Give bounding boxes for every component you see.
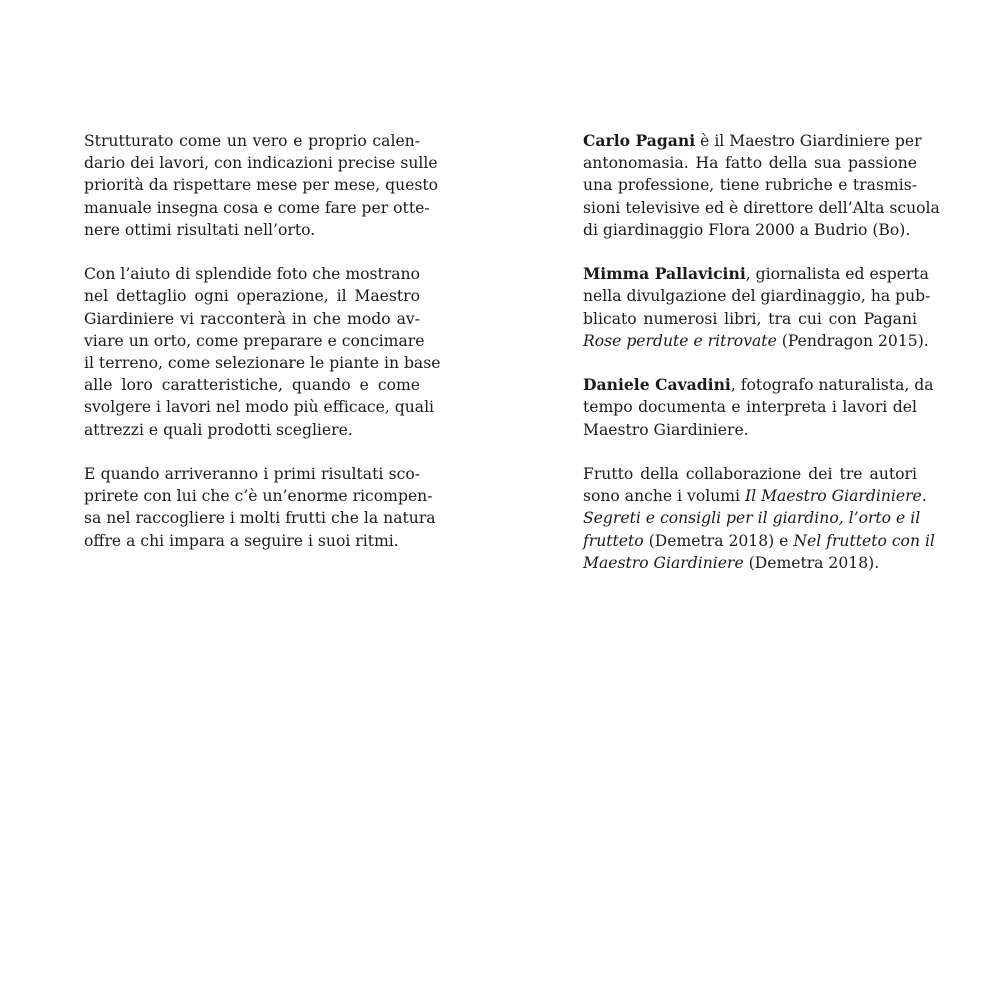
text-line: tempo documenta e interpreta i lavori del (583, 398, 917, 417)
book-title: Nel frutteto con il (793, 531, 935, 550)
paragraph-collaboration (583, 463, 935, 574)
paragraph-gap (84, 241, 420, 263)
text-line: Giardiniere vi racconterà in che modo av- (84, 309, 420, 328)
text-line: il terreno, come selezionare le piante in base (84, 354, 441, 373)
text-line (583, 330, 929, 352)
text-line: nella divulgazione del giardinaggio, ha pub- (583, 287, 931, 306)
text-line: nel dettaglio ogni operazione, il Maestro (84, 287, 420, 306)
author-bio-carlo-pagani (583, 130, 940, 241)
right-column (583, 130, 940, 574)
book-title: Segreti e consigli per il giardino, l’orto e il (583, 509, 921, 528)
text-fragment: (Demetra 2018) e (643, 531, 794, 550)
text-line: sa nel raccogliere i molti frutti che la natura (84, 509, 436, 528)
text-line (583, 530, 935, 552)
author-bio-daniele-cavadini (583, 374, 934, 441)
text-fragment: , fotografo naturalista, da (730, 376, 934, 395)
book-title: Il Maestro Giardiniere. (744, 487, 927, 506)
left-column (84, 130, 441, 552)
text-line: blicato numerosi libri, tra cui con Pagani (583, 309, 917, 328)
text-line (583, 485, 927, 507)
paragraph-results (84, 463, 436, 552)
text-fragment: (Demetra 2018). (743, 553, 880, 572)
text-line: una professione, tiene rubriche e trasmis- (583, 176, 917, 195)
text-line: svolgere i lavori nel modo più efficace, quali (84, 398, 435, 417)
paragraph-gap (583, 241, 917, 263)
text-line: manuale insegna cosa e come fare per otte- (84, 198, 430, 217)
text-line: alle loro caratteristiche, quando e come (84, 376, 420, 395)
text-line (583, 552, 917, 574)
text-line (583, 263, 929, 285)
text-line: dario dei lavori, con indicazioni precise sulle (84, 154, 438, 173)
author-name: Mimma Pallavicini (583, 264, 746, 284)
paragraph-photos (84, 263, 441, 441)
text-line: priorità da rispettare mese per mese, questo (84, 176, 439, 195)
paragraph-intro (84, 130, 439, 241)
text-line: nere ottimi risultati nell’orto. (84, 220, 316, 239)
text-line: Con l’aiuto di splendide foto che mostrano (84, 265, 420, 284)
paragraph-gap (583, 441, 917, 463)
text-fragment: , giornalista ed esperta (745, 265, 929, 284)
text-line: Strutturato come un vero e proprio calen- (84, 132, 420, 150)
text-fragment: sono anche i volumi (583, 487, 745, 506)
author-name: Daniele Cavadini (583, 375, 731, 395)
text-line: di giardinaggio Flora 2000 a Budrio (Bo). (583, 220, 911, 239)
text-fragment: (Pendragon 2015). (776, 331, 929, 350)
book-title: Rose perdute e ritrovate (583, 331, 777, 350)
text-line: prirete con lui che c’è un’enorme ricompen- (84, 487, 433, 506)
text-fragment: è il Maestro Giardiniere per (695, 132, 922, 150)
text-line: sioni televisive ed è direttore dell’Alta scuola (583, 198, 940, 217)
text-line (583, 374, 934, 396)
text-line: E quando arriveranno i primi risultati sco- (84, 465, 420, 484)
author-name: Carlo Pagani (583, 131, 696, 150)
book-title: frutteto (583, 531, 644, 550)
text-line: Frutto della collaborazione dei tre autori (583, 465, 917, 483)
text-line (583, 130, 922, 152)
text-line: antonomasia. Ha fatto della sua passione (583, 154, 917, 173)
author-bio-mimma-pallavicini (583, 263, 931, 352)
book-title: Maestro Giardiniere (583, 553, 744, 572)
paragraph-gap (583, 352, 917, 374)
text-line: offre a chi impara a seguire i suoi ritmi. (84, 531, 399, 550)
text-line: Maestro Giardiniere. (583, 420, 749, 439)
text-line: attrezzi e quali prodotti scegliere. (84, 420, 353, 439)
paragraph-gap (84, 441, 420, 463)
text-line: viare un orto, come preparare e concimare (84, 331, 425, 350)
